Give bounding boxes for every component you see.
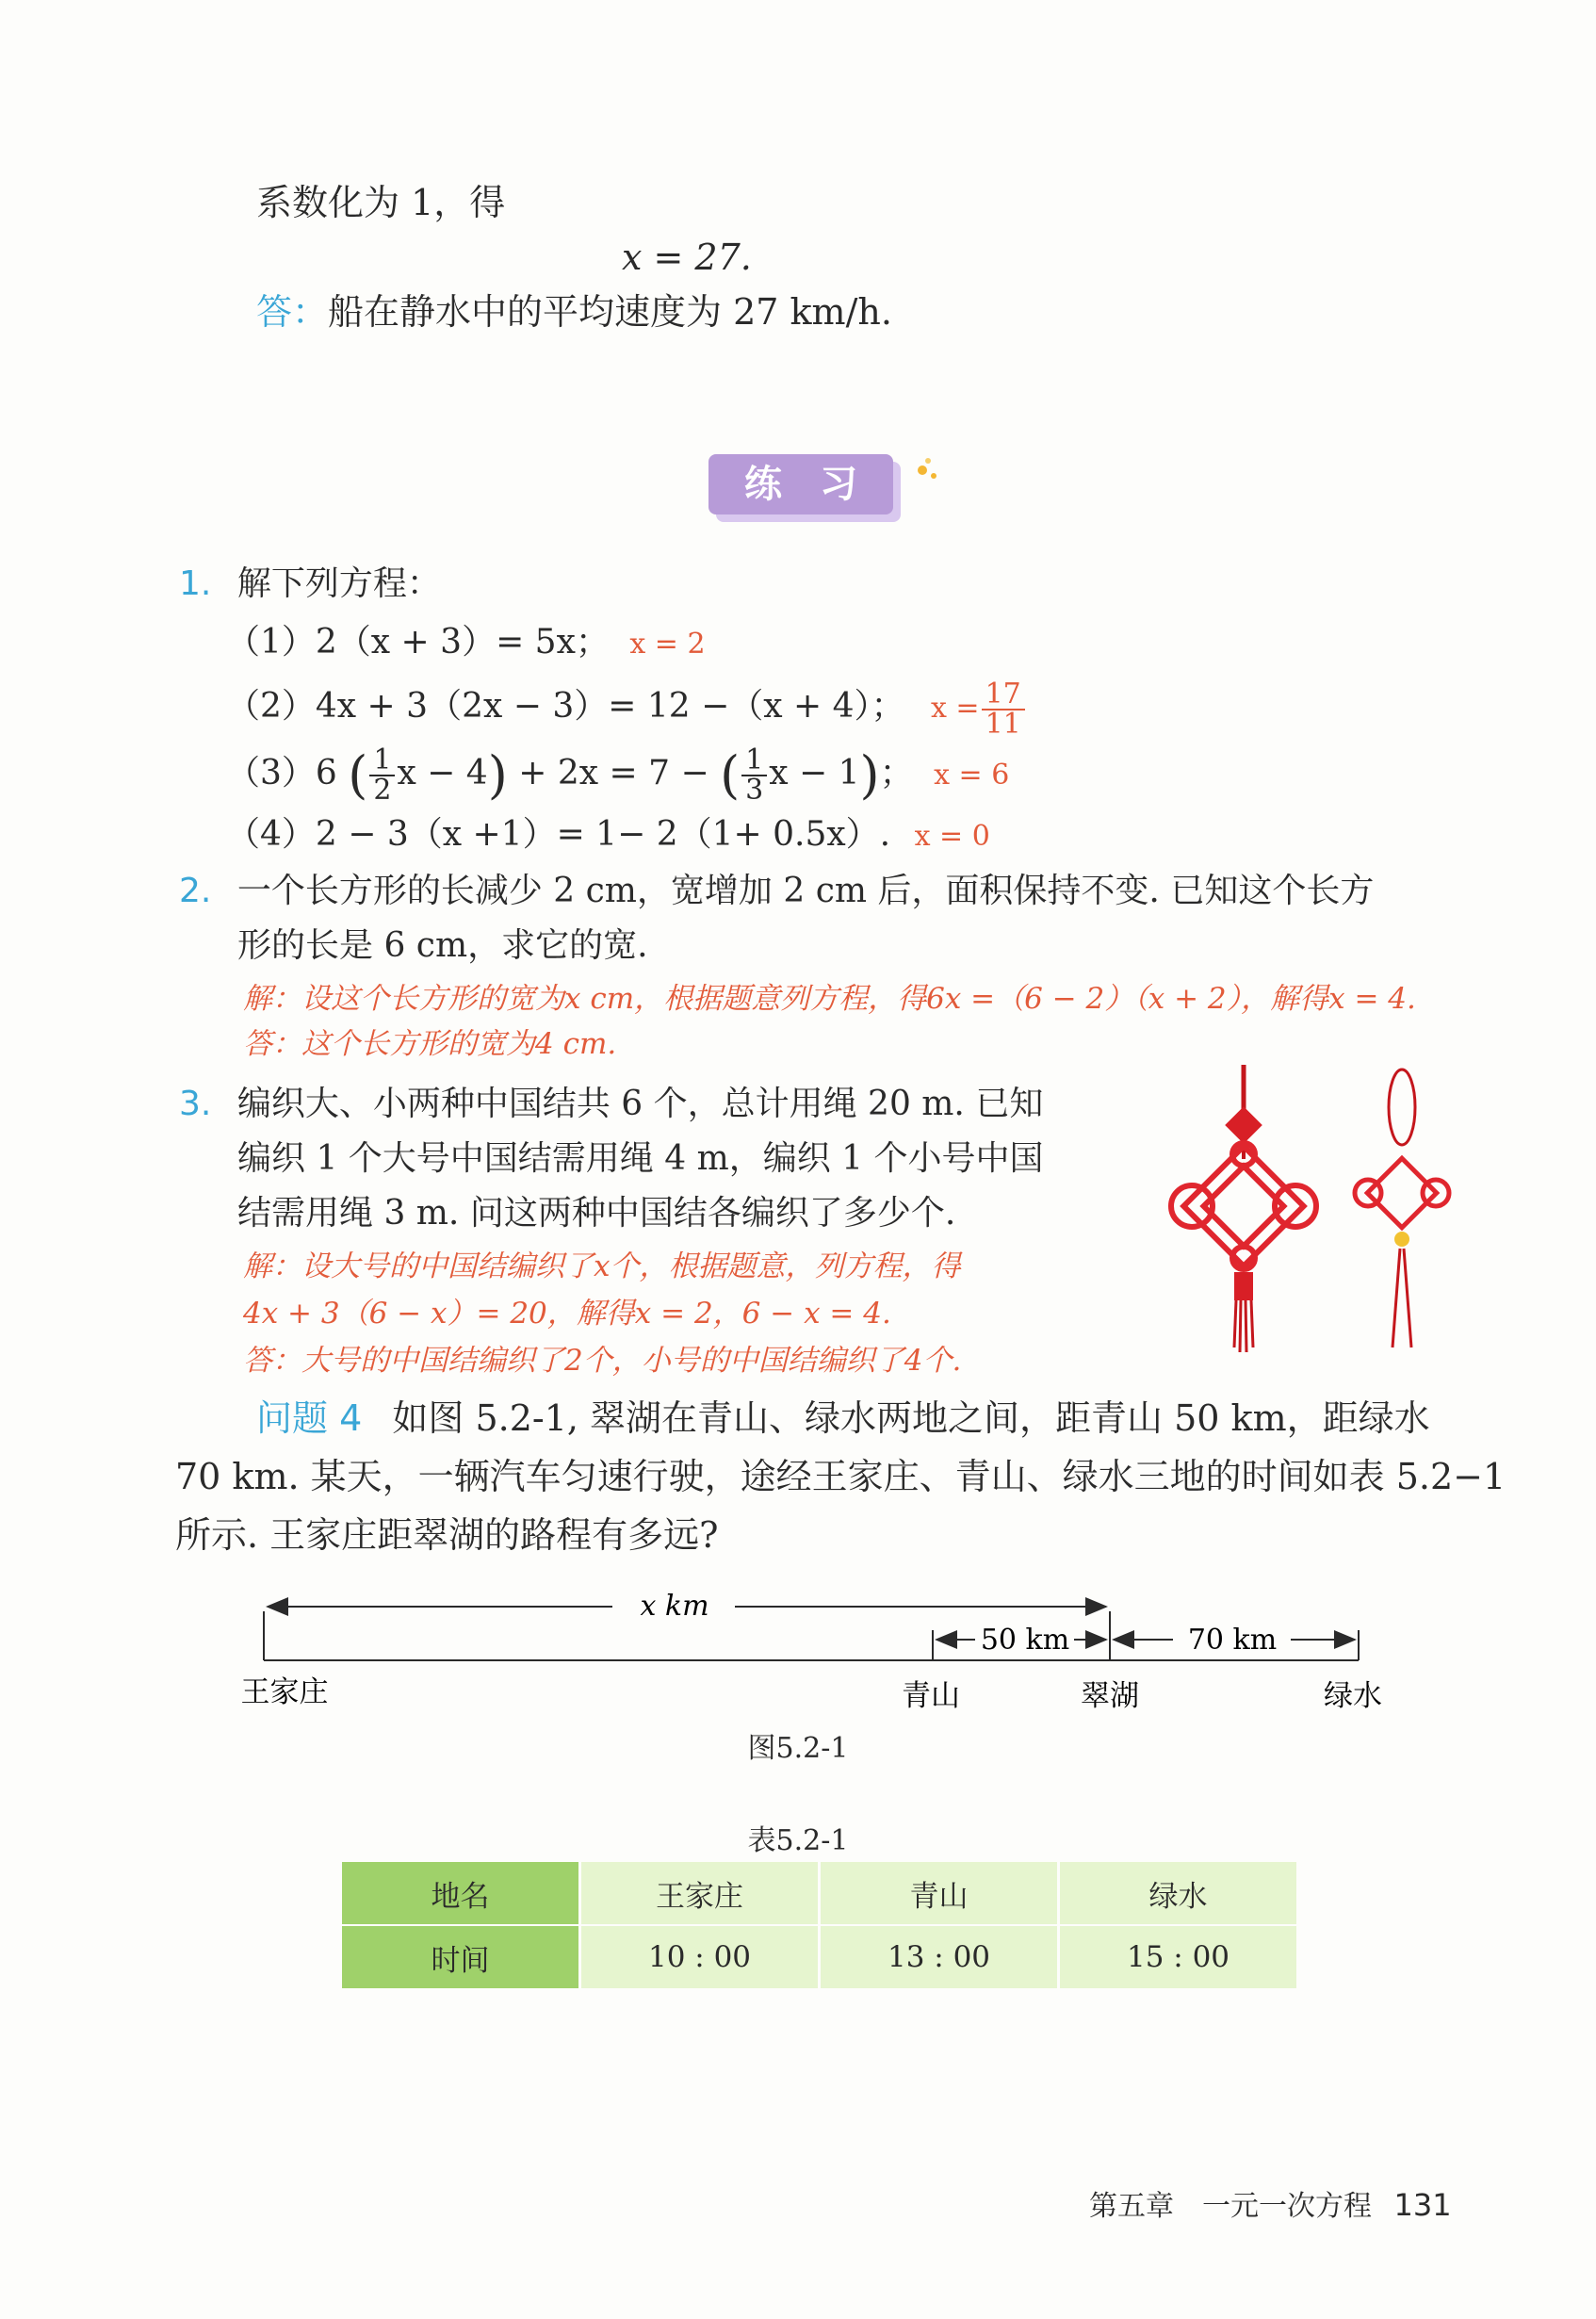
place-label: 绿水: [1324, 1679, 1382, 1713]
problem-4-line-2: 70 km. 某天，一辆汽车匀速行驶，途经王家庄、青山、绿水三地的时间如表 5.2−1: [175, 1456, 1506, 1497]
exercise-number: 2.: [179, 872, 212, 910]
exercise-1-part-4: [226, 808, 990, 863]
exercise-1-part-2: [226, 680, 1027, 739]
handwritten-solution: 解：设这个长方形的宽为x cm，根据题意列方程，得6x =（6 − 2）（x + 2），解得x = 4.: [243, 982, 1416, 1016]
exercise-number: 3.: [179, 1085, 212, 1123]
handwritten-solution: 4x + 3（6 − x）= 20，解得x = 2，6 − x = 4.: [243, 1297, 891, 1331]
x-distance-label: x km: [640, 1590, 709, 1623]
answer-label: 答：: [256, 291, 329, 333]
table-cell: 15 : 00: [1060, 1926, 1296, 1988]
problem-label: 问题 4: [256, 1397, 363, 1439]
equation: （4）2 − 3（x +1）= 1− 2（1+ 0.5x）.: [226, 815, 891, 854]
handwritten-answer: 答：大号的中国结编织了2个，小号的中国结编织了4个.: [243, 1344, 962, 1378]
chapter-footer: [1089, 2182, 1452, 2224]
exercise-2-line-2: 形的长是 6 cm，求它的宽.: [237, 926, 648, 965]
handwritten-answer: x = 0: [914, 820, 990, 853]
table-cell: 13 : 00: [821, 1926, 1057, 1988]
table-cell: 青山: [821, 1862, 1057, 1924]
solution-equation: x = 27.: [622, 237, 752, 278]
exercise-2: 2. 一个长方形的长减少 2 cm，宽增加 2 cm 后，面积保持不变. 已知这个长方: [179, 872, 1375, 910]
exercise-3-line-2: 编织 1 个大号中国结需用绳 4 m，编织 1 个小号中国: [237, 1139, 1044, 1178]
table-caption: 表5.2-1: [747, 1824, 849, 1857]
equation: （1）2（x + 3）= 5x；: [226, 623, 610, 661]
exercise-text: 解下列方程：: [236, 564, 441, 603]
distance-diagram: [0, 1574, 1596, 1734]
table-row: [342, 1926, 1296, 1988]
handwritten-solution: 解：设大号的中国结编织了x个，根据题意，列方程，得: [243, 1249, 961, 1283]
handwritten-answer: 答：这个长方形的宽为4 cm.: [243, 1027, 617, 1061]
problem-4-line-1: 问题 4 如图 5.2-1, 翠湖在青山、绿水两地之间，距青山 50 km，距绿水: [256, 1397, 1430, 1439]
page-number: 131: [1393, 2187, 1452, 2223]
answer-text: 船在静水中的平均速度为 27 km/h.: [328, 291, 892, 333]
exercise-3-line-3: 结需用绳 3 m. 问这两种中国结各编织了多少个.: [237, 1194, 956, 1233]
exercise-number: 1.: [179, 564, 212, 603]
handwritten-answer: x = $\frac{17}{11}$: [931, 692, 1027, 725]
solution-step: 系数化为 1，得: [256, 182, 506, 223]
figure-caption: 图5.2-1: [747, 1732, 849, 1765]
handwritten-answer: x = 6: [934, 759, 1010, 792]
distance-70-label: 70 km: [1187, 1624, 1278, 1657]
practice-title: 练 习: [708, 454, 893, 514]
chinese-knot-illustration: [1168, 1065, 1479, 1366]
exercise-1-part-1: [226, 616, 706, 671]
table-header-row: [342, 1862, 1296, 1924]
place-label: 青山: [902, 1679, 960, 1713]
place-label: 王家庄: [240, 1675, 329, 1709]
handwritten-answer: x = 2: [629, 628, 706, 661]
answer-line: [256, 285, 892, 339]
exercise-1-part-3: （3）6 ( $\frac{1}{2}$ x − 4) + 2x = 7 − ( $\frac{1}{3}$ x − 1)； x = 6: [226, 743, 1010, 807]
equation: （2）4x + 3（2x − 3）= 12 −（x + 4）；: [226, 687, 905, 726]
table-cell: 王家庄: [581, 1862, 818, 1924]
practice-title-badge: [708, 454, 901, 522]
table-cell: 地名: [342, 1862, 578, 1924]
sparkle-icon: [918, 465, 927, 475]
table-cell: 时间: [342, 1926, 578, 1988]
table-cell: 绿水: [1060, 1862, 1296, 1924]
problem-4-line-3: 所示. 王家庄距翠湖的路程有多远?: [175, 1514, 719, 1556]
exercise-3: 3. 编织大、小两种中国结共 6 个，总计用绳 20 m. 已知: [179, 1085, 1044, 1123]
exercise-1: [179, 558, 441, 611]
place-label: 翠湖: [1081, 1679, 1139, 1713]
time-table: [339, 1860, 1299, 1990]
distance-50-label: 50 km: [980, 1624, 1070, 1657]
chapter-title: 第五章 一元一次方程: [1089, 2190, 1372, 2223]
table-cell: 10 : 00: [581, 1926, 818, 1988]
